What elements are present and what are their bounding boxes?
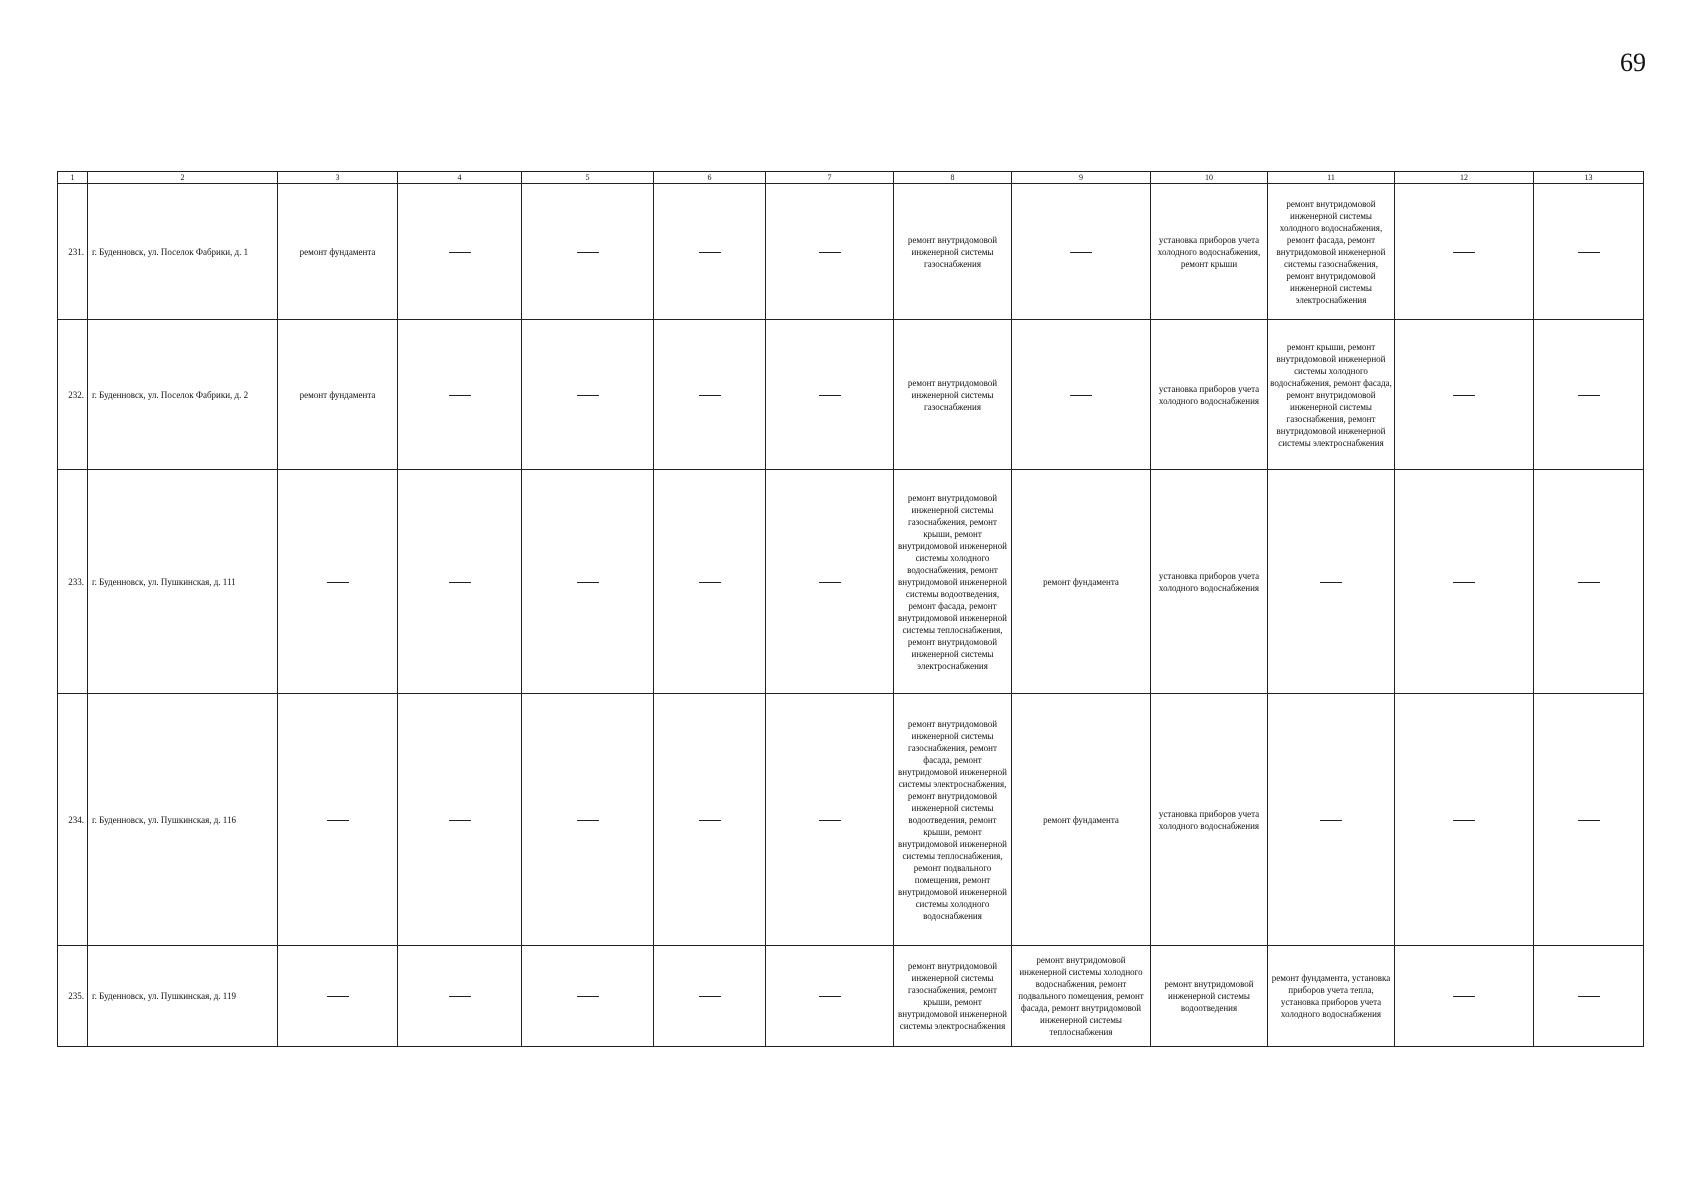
repair-schedule-table [57,171,1644,1047]
empty-dash-cell [1534,320,1644,470]
row-number: 232. [58,320,88,470]
empty-dash-cell [1012,320,1151,470]
table-row [58,184,1644,320]
empty-dash-cell [654,694,766,946]
empty-dash-cell [522,320,654,470]
table-row [58,694,1644,946]
work-cell-3: ремонт фундамента [278,320,398,470]
address-cell: г. Буденновск, ул. Поселок Фабрики, д. 1 [88,184,278,320]
empty-dash-cell [278,470,398,694]
column-number-13: 13 [1534,172,1644,184]
empty-dash-cell [654,184,766,320]
column-number-8: 8 [894,172,1012,184]
address-cell: г. Буденновск, ул. Поселок Фабрики, д. 2 [88,320,278,470]
column-number-9: 9 [1012,172,1151,184]
column-number-12: 12 [1395,172,1534,184]
empty-dash-cell [522,470,654,694]
work-cell-9: ремонт фундамента [1012,470,1151,694]
column-number-10: 10 [1151,172,1268,184]
column-number-3: 3 [278,172,398,184]
empty-dash-cell [278,946,398,1047]
work-cell-10: установка приборов учета холодного водоснабжения [1151,320,1268,470]
empty-dash-cell [654,470,766,694]
empty-dash-cell [522,184,654,320]
empty-dash-cell [766,694,894,946]
empty-dash-cell [766,946,894,1047]
column-number-11: 11 [1268,172,1395,184]
empty-dash-cell [398,694,522,946]
work-cell-8: ремонт внутридомовой инженерной системы газоснабжения [894,320,1012,470]
empty-dash-cell [398,946,522,1047]
empty-dash-cell [1395,184,1534,320]
empty-dash-cell [1268,694,1395,946]
work-cell-10: ремонт внутридомовой инженерной системы водоотведения [1151,946,1268,1047]
empty-dash-cell [654,946,766,1047]
work-cell-8: ремонт внутридомовой инженерной системы газоснабжения, ремонт крыши, ремонт внутридомовой инженерной системы электроснабжения [894,946,1012,1047]
empty-dash-cell [1395,320,1534,470]
empty-dash-cell [1534,694,1644,946]
empty-dash-cell [1395,946,1534,1047]
column-number-1: 1 [58,172,88,184]
column-number-6: 6 [654,172,766,184]
empty-dash-cell [398,470,522,694]
empty-dash-cell [1012,184,1151,320]
work-cell-9: ремонт внутридомовой инженерной системы холодного водоснабжения, ремонт подвального помещения, ремонт фасада, ремонт внутридомовой инженерной системы теплоснабжения [1012,946,1151,1047]
work-cell-10: установка приборов учета холодного водоснабжения, ремонт крыши [1151,184,1268,320]
work-cell-9: ремонт фундамента [1012,694,1151,946]
column-number-4: 4 [398,172,522,184]
row-number: 233. [58,470,88,694]
empty-dash-cell [654,320,766,470]
empty-dash-cell [1395,694,1534,946]
table-row [58,470,1644,694]
work-cell-11: ремонт внутридомовой инженерной системы холодного водоснабжения, ремонт фасада, ремонт внутридомовой инженерной системы газоснабжения, ремонт внутридомовой инженерной системы электроснабжения [1268,184,1395,320]
column-number-5: 5 [522,172,654,184]
work-cell-8: ремонт внутридомовой инженерной системы газоснабжения [894,184,1012,320]
address-cell: г. Буденновск, ул. Пушкинская, д. 111 [88,470,278,694]
empty-dash-cell [766,470,894,694]
column-number-row [58,172,1644,184]
empty-dash-cell [1268,470,1395,694]
empty-dash-cell [398,320,522,470]
work-cell-8: ремонт внутридомовой инженерной системы газоснабжения, ремонт крыши, ремонт внутридомовой инженерной системы холодного водоснабжения, ремонт внутридомовой инженерной системы водоотведения, ремонт фасада, ремонт внутридомовой инженерной системы теплоснабжения, ремонт внутридомовой инженерной системы электроснабжения [894,470,1012,694]
work-cell-11: ремонт крыши, ремонт внутридомовой инженерной системы холодного водоснабжения, ремонт фасада, ремонт внутридомовой инженерной системы газоснабжения, ремонт внутридомовой инженерной системы электроснабжения [1268,320,1395,470]
address-cell: г. Буденновск, ул. Пушкинская, д. 119 [88,946,278,1047]
column-number-2: 2 [88,172,278,184]
empty-dash-cell [1534,184,1644,320]
empty-dash-cell [522,946,654,1047]
table-row [58,946,1644,1047]
address-cell: г. Буденновск, ул. Пушкинская, д. 116 [88,694,278,946]
work-cell-10: установка приборов учета холодного водоснабжения [1151,470,1268,694]
page-number: 69 [1620,48,1646,77]
work-cell-3: ремонт фундамента [278,184,398,320]
empty-dash-cell [278,694,398,946]
work-cell-11: ремонт фундамента, установка приборов учета тепла, установка приборов учета холодного водоснабжения [1268,946,1395,1047]
table-body [58,172,1644,1047]
empty-dash-cell [522,694,654,946]
work-cell-10: установка приборов учета холодного водоснабжения [1151,694,1268,946]
table-row [58,320,1644,470]
empty-dash-cell [1534,470,1644,694]
row-number: 235. [58,946,88,1047]
empty-dash-cell [398,184,522,320]
empty-dash-cell [766,320,894,470]
empty-dash-cell [1534,946,1644,1047]
column-number-7: 7 [766,172,894,184]
work-cell-8: ремонт внутридомовой инженерной системы газоснабжения, ремонт фасада, ремонт внутридомовой инженерной системы электроснабжения, ремонт внутридомовой инженерной системы водоотведения, ремонт крыши, ремонт внутридомовой инженерной системы теплоснабжения, ремонт подвального помещения, ремонт внутридомовой инженерной системы холодного водоснабжения [894,694,1012,946]
row-number: 231. [58,184,88,320]
row-number: 234. [58,694,88,946]
empty-dash-cell [1395,470,1534,694]
empty-dash-cell [766,184,894,320]
